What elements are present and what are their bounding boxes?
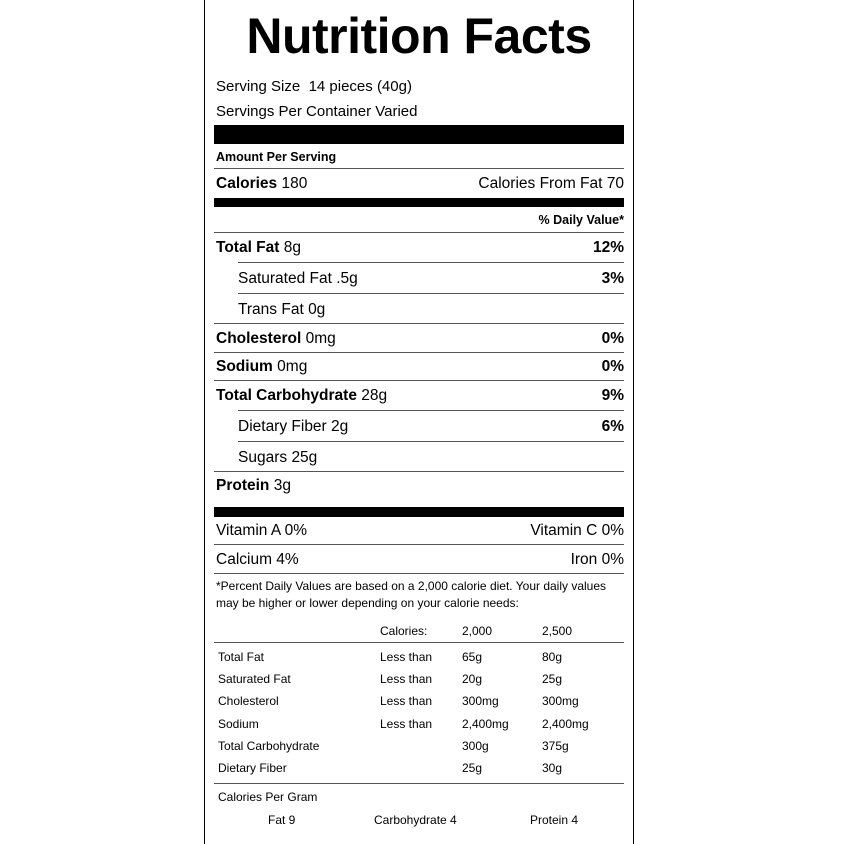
dv-table-cell: Less than bbox=[380, 650, 433, 664]
nutrient-dv: 0% bbox=[601, 330, 624, 347]
dv-table-cell: Saturated Fat bbox=[218, 672, 291, 686]
calories-per-gram-carbohydrate: Carbohydrate 4 bbox=[374, 813, 457, 827]
nutrient-amount: 2g bbox=[331, 418, 349, 435]
dv-table-cell: Dietary Fiber bbox=[218, 761, 287, 775]
divider bbox=[214, 573, 624, 574]
label-title: Nutrition Facts bbox=[246, 8, 592, 64]
calories-value: 180 bbox=[281, 175, 308, 192]
dv-table-cell: 25g bbox=[462, 761, 483, 775]
nutrient-label: Trans Fat bbox=[238, 301, 304, 318]
calories-per-gram-label: Calories Per Gram bbox=[218, 790, 318, 804]
nutrient-label: Total Carbohydrate bbox=[216, 387, 357, 404]
divider bbox=[214, 352, 624, 353]
dv-table-cell: 20g bbox=[462, 672, 483, 686]
divider bbox=[238, 441, 624, 442]
divider bbox=[214, 232, 624, 233]
divider bbox=[214, 642, 624, 643]
nutrient-amount: 0mg bbox=[277, 358, 308, 375]
dv-table-cell: Less than bbox=[380, 717, 433, 731]
nutrient-dv: 0% bbox=[601, 358, 624, 375]
dv-table-cell: Cholesterol bbox=[218, 694, 279, 708]
nutrient-row-cholesterol bbox=[214, 329, 624, 349]
divider bbox=[238, 410, 624, 411]
amount-per-serving: Amount Per Serving bbox=[216, 150, 337, 164]
nutrient-label: Saturated Fat bbox=[238, 270, 332, 287]
nutrient-amount: 3g bbox=[273, 477, 291, 494]
medium-divider bbox=[214, 198, 624, 207]
nutrient-label: Sugars bbox=[238, 449, 288, 466]
divider bbox=[214, 323, 624, 324]
dv-table-cell: 300g bbox=[462, 739, 489, 753]
nutrient-dv: 6% bbox=[601, 418, 624, 435]
nutrient-row-saturated-fat bbox=[238, 269, 624, 289]
calories-label: Calories bbox=[216, 175, 278, 192]
serving-size-label: Serving Size bbox=[216, 78, 301, 95]
calories bbox=[214, 174, 307, 194]
nutrient-amount: 0mg bbox=[305, 330, 336, 347]
dv-table-cell: 2,400mg bbox=[462, 717, 509, 731]
dv-table-header: 2,000 bbox=[462, 624, 493, 638]
nutrient-dv: 12% bbox=[592, 239, 624, 256]
dv-table-header: 2,500 bbox=[542, 624, 573, 638]
vitamin-left: Calcium 4% bbox=[216, 551, 299, 568]
nutrition-label-body bbox=[214, 0, 624, 844]
nutrient-label: Total Fat bbox=[216, 239, 280, 256]
divider bbox=[238, 293, 624, 294]
dv-table-cell: 300mg bbox=[542, 694, 579, 708]
divider bbox=[214, 380, 624, 381]
dv-table-cell: Less than bbox=[380, 672, 433, 686]
dv-table-cell: 2,400mg bbox=[542, 717, 589, 731]
nutrient-dv: 3% bbox=[601, 270, 624, 287]
dv-table-cell: 300mg bbox=[462, 694, 499, 708]
dv-table-cell: Sodium bbox=[218, 717, 259, 731]
vitamin-left: Vitamin A 0% bbox=[216, 522, 308, 539]
divider bbox=[214, 168, 624, 169]
nutrient-label: Cholesterol bbox=[216, 330, 302, 347]
vitamin-right: Vitamin C 0% bbox=[530, 522, 624, 539]
nutrient-label: Dietary Fiber bbox=[238, 418, 327, 435]
divider bbox=[214, 471, 624, 472]
nutrient-amount: 0g bbox=[308, 301, 326, 318]
nutrient-label: Sodium bbox=[216, 358, 273, 375]
divider bbox=[238, 262, 624, 263]
servings-per-container: Servings Per Container Varied bbox=[216, 103, 418, 120]
calories-from-fat: Calories From Fat 70 bbox=[478, 175, 624, 192]
dv-table-cell: 25g bbox=[542, 672, 563, 686]
divider bbox=[214, 783, 624, 784]
amount-per-serving-row bbox=[214, 147, 624, 167]
thick-divider bbox=[214, 125, 624, 144]
dv-table-cell: Total Fat bbox=[218, 650, 265, 664]
nutrient-row-total-carbohydrate bbox=[214, 386, 624, 406]
vitamin-right: Iron 0% bbox=[570, 551, 624, 568]
nutrient-row-protein bbox=[214, 476, 624, 496]
serving-size-line bbox=[216, 78, 412, 96]
calories-per-gram-fat: Fat 9 bbox=[268, 813, 296, 827]
divider bbox=[214, 544, 624, 545]
serving-size-value: 14 pieces (40g) bbox=[308, 78, 412, 95]
dv-table-cell: Total Carbohydrate bbox=[218, 739, 320, 753]
nutrition-label bbox=[204, 0, 634, 844]
daily-value-header-row bbox=[214, 210, 624, 230]
footnote: *Percent Daily Values are based on a 2,000 calorie diet. Your daily values may be higher or lower depending on your calorie needs: bbox=[216, 579, 607, 610]
nutrient-row-total-fat bbox=[214, 238, 624, 258]
vitamin-row bbox=[214, 521, 624, 541]
nutrient-row-sodium bbox=[214, 357, 624, 377]
dv-table-cell: 65g bbox=[462, 650, 483, 664]
dv-table-cell: 80g bbox=[542, 650, 563, 664]
calories-row bbox=[214, 174, 624, 194]
dv-table-header: Calories: bbox=[380, 624, 428, 638]
dv-table-cell: 375g bbox=[542, 739, 569, 753]
nutrient-row-trans-fat bbox=[238, 300, 624, 320]
daily-value-header: % Daily Value* bbox=[538, 213, 624, 227]
nutrient-amount: 25g bbox=[291, 449, 318, 466]
dv-table-cell: 30g bbox=[542, 761, 563, 775]
vitamin-row bbox=[214, 550, 624, 570]
nutrient-amount: 28g bbox=[361, 387, 388, 404]
calories-per-gram-protein: Protein 4 bbox=[530, 813, 579, 827]
nutrient-row-dietary-fiber bbox=[238, 417, 624, 437]
medium-divider bbox=[214, 507, 624, 517]
nutrient-row-sugars bbox=[238, 448, 624, 468]
nutrient-amount: .5g bbox=[336, 270, 358, 287]
nutrient-dv: 9% bbox=[601, 387, 624, 404]
nutrient-label: Protein bbox=[216, 477, 270, 494]
nutrient-amount: 8g bbox=[283, 239, 301, 256]
dv-table-cell: Less than bbox=[380, 694, 433, 708]
